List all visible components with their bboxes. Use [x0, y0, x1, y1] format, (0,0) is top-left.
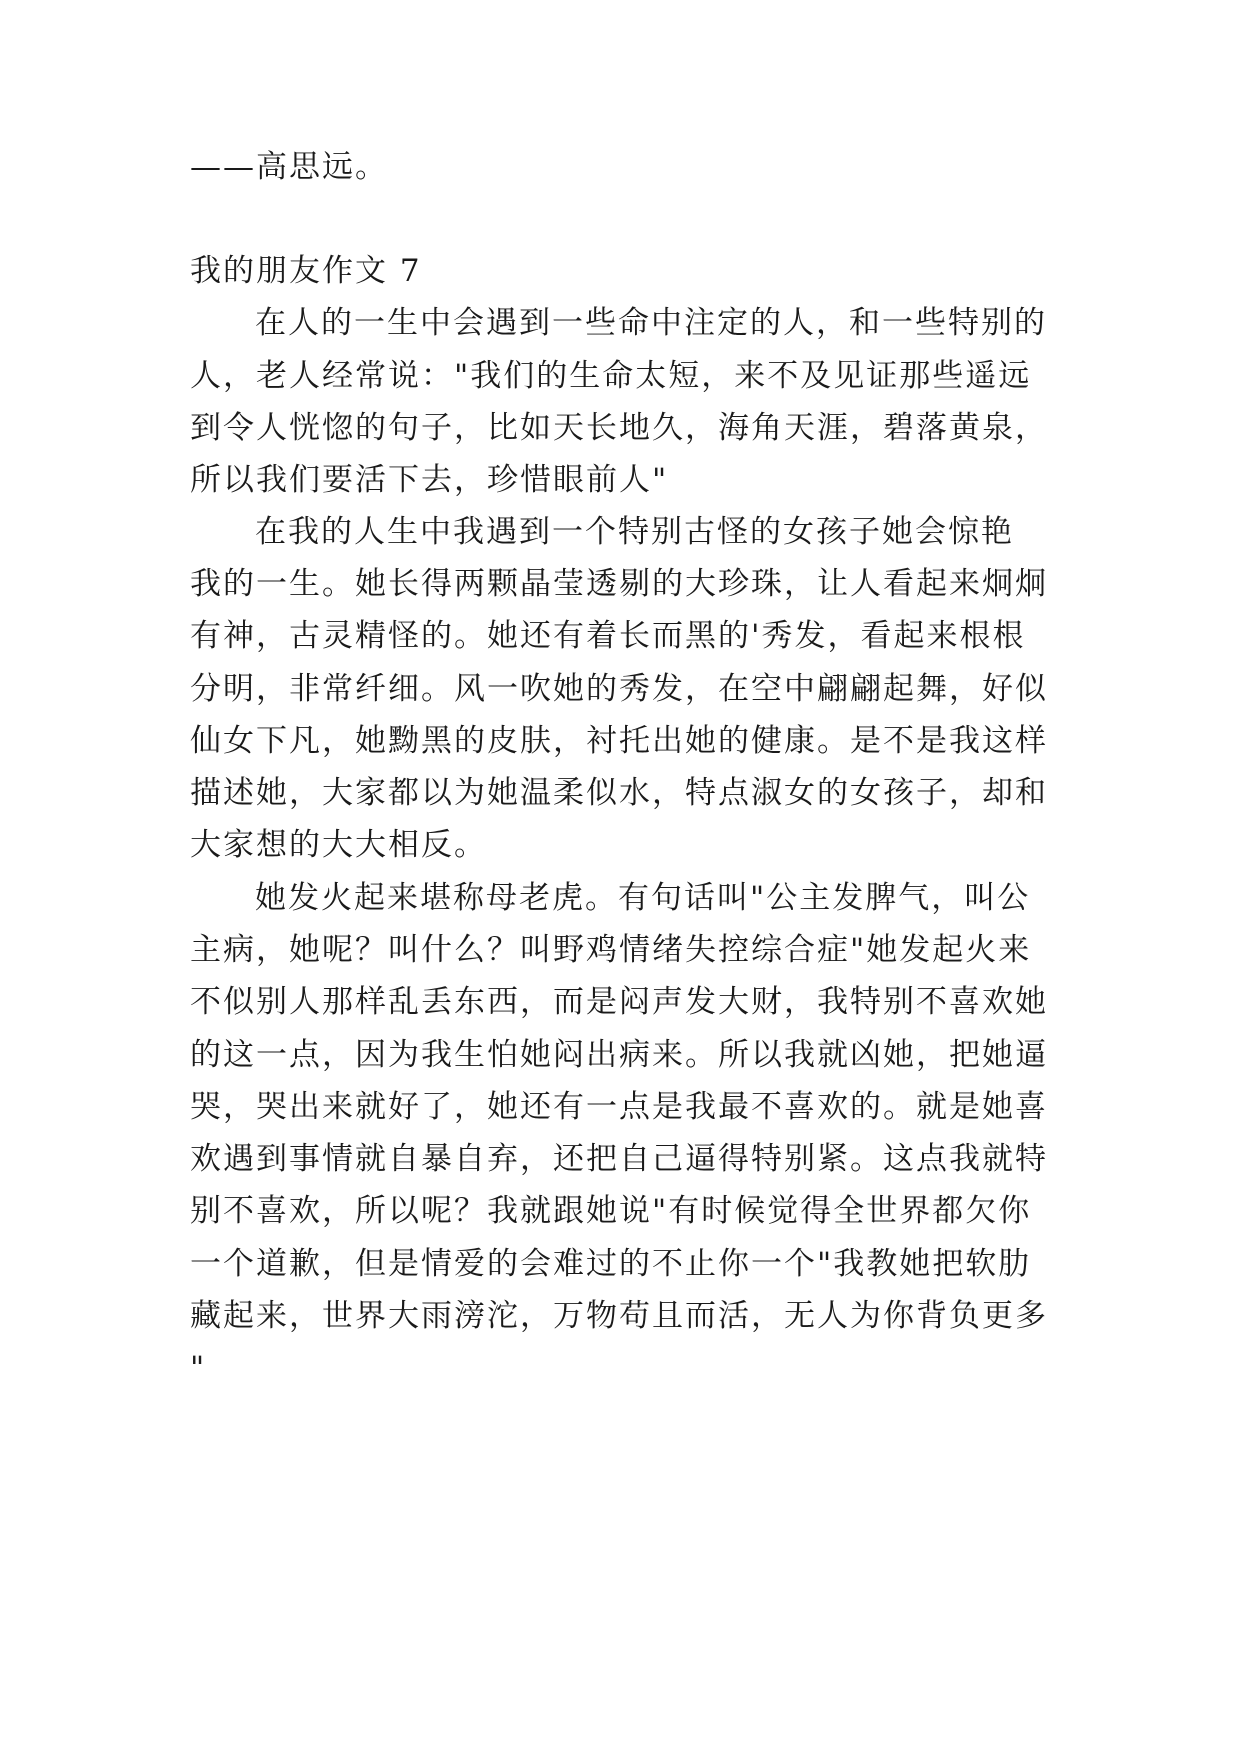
paragraph-3-line-5: 哭，哭出来就好了，她还有一点是我最不喜欢的。就是她喜 [190, 1089, 1048, 1125]
paragraph-2-line-5: 仙女下凡，她黝黑的皮肤，衬托出她的健康。是不是我这样 [190, 723, 1048, 759]
paragraph-3-line-10: " [190, 1350, 207, 1386]
paragraph-2-line-7: 大家想的大大相反。 [190, 827, 487, 863]
paragraph-3-line-7: 别不喜欢，所以呢？我就跟她说"有时候觉得全世界都欠你 [190, 1193, 1032, 1229]
paragraph-3-line-9: 藏起来，世界大雨滂沱，万物苟且而活，无人为你背负更多 [190, 1298, 1048, 1334]
paragraph-3-line-2: 主病，她呢？叫什么？叫野鸡情绪失控综合症"她发起火来 [190, 932, 1032, 968]
paragraph-2-line-6: 描述她，大家都以为她温柔似水，特点淑女的女孩子，却和 [190, 775, 1048, 811]
signature-line: ——高思远。 [190, 149, 388, 185]
essay-heading: 我的朋友作文 7 [190, 253, 422, 289]
paragraph-1-line-1: 在人的一生中会遇到一些命中注定的人，和一些特别的 [255, 305, 1047, 341]
paragraph-2-line-4: 分明，非常纤细。风一吹她的秀发，在空中翩翩起舞，好似 [190, 671, 1048, 707]
paragraph-1-line-2: 人，老人经常说："我们的生命太短，来不及见证那些遥远 [190, 358, 1032, 394]
paragraph-3-line-4: 的这一点，因为我生怕她闷出病来。所以我就凶她，把她逼 [190, 1037, 1048, 1073]
paragraph-2-line-3: 有神，古灵精怪的。她还有着长而黑的'秀发，看起来根根 [190, 618, 1026, 654]
paragraph-2-line-2: 我的一生。她长得两颗晶莹透剔的大珍珠，让人看起来炯炯 [190, 566, 1048, 602]
paragraph-3-line-3: 不似别人那样乱丢东西，而是闷声发大财，我特别不喜欢她 [190, 984, 1048, 1020]
paragraph-3-line-8: 一个道歉，但是情爱的会难过的不止你一个"我教她把软肋 [190, 1246, 1032, 1282]
paragraph-1-line-4: 所以我们要活下去，珍惜眼前人" [190, 462, 669, 498]
paragraph-1-line-3: 到令人恍惚的句子，比如天长地久，海角天涯，碧落黄泉， [190, 410, 1048, 446]
paragraph-3-line-6: 欢遇到事情就自暴自弃，还把自己逼得特别紧。这点我就特 [190, 1141, 1048, 1177]
paragraph-2-line-1: 在我的人生中我遇到一个特别古怪的女孩子她会惊艳 [255, 514, 1014, 550]
paragraph-3-line-1: 她发火起来堪称母老虎。有句话叫"公主发脾气，叫公 [255, 880, 1031, 916]
